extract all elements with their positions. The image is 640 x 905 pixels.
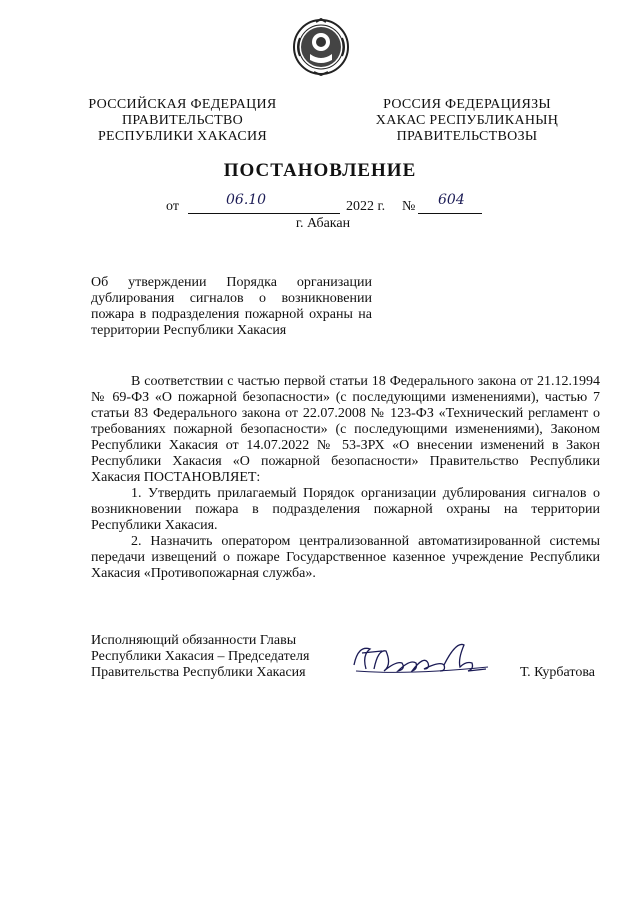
item-2-paragraph: 2. Назначить оператором централизованной автоматизированной системы передачи извещений о пожаре Государственное казенное учреждение Республики Хакасия «Противопожарная служба».	[91, 534, 600, 581]
date-handwritten: 06.10	[226, 192, 267, 208]
header-right-line-2: ХАКАС РЕСПУБЛИКАНЫҢ	[375, 113, 559, 128]
handwritten-signature	[348, 635, 498, 685]
preamble-paragraph: В соответствии с частью первой статьи 18 Федерального закона от 21.12.1994 № 69-ФЗ «О пожарной безопасности» (с последующими изменениями), частью 7 статьи 83 Федерального закона от 22.07.2008 № 123-ФЗ «Технический регламент о требованиях пожарной безопасности» (с последующими изменениями), Законом Республики Хакасия от 14.07.2022 № 53-ЗРХ «О внесении изменений в Закон Республики Хакасия «О пожарной безопасности» Правительство Республики Хакасия ПОСТАНОВЛЯЕТ:	[91, 374, 600, 485]
city-line: г. Абакан	[295, 216, 351, 231]
year-label: 2022 г.	[346, 199, 386, 214]
header-left-line-2: ПРАВИТЕЛЬСТВО	[121, 113, 243, 128]
header-left-line-3: РЕСПУБЛИКИ ХАКАСИЯ	[97, 129, 268, 144]
date-prefix: от	[166, 199, 179, 214]
document-subject: Об утверждении Порядка организации дублирования сигналов о возникновении пожара в подразделения пожарной охраны на территории Республики Хакасия	[91, 275, 372, 338]
document-body	[91, 374, 600, 582]
header-right-line-3: ПРАВИТЕЛЬСТВОЗЫ	[396, 129, 538, 144]
header-left-line-1: РОССИЙСКАЯ ФЕДЕРАЦИЯ	[88, 97, 277, 112]
signatory-position-line-1: Исполняющий обязанности Главы	[91, 633, 297, 648]
khakassia-coat-of-arms-icon	[292, 18, 350, 76]
signatory-position	[91, 633, 309, 681]
item-1-paragraph: 1. Утвердить прилагаемый Порядок организации дублирования сигналов о возникновении пожара в подразделения пожарной охраны на территории Республики Хакасия.	[91, 486, 600, 533]
signatory-name: Т. Курбатова	[520, 665, 595, 680]
header-right-line-1: РОССИЯ ФЕДЕРАЦИЯЗЫ	[383, 97, 551, 112]
number-handwritten: 604	[438, 192, 465, 208]
header-right-block	[372, 97, 562, 145]
document-type-title: ПОСТАНОВЛЕНИЕ	[223, 160, 417, 181]
number-prefix: №	[402, 199, 416, 214]
signatory-position-line-3: Правительства Республики Хакасия	[91, 665, 306, 680]
signatory-position-line-2: Республики Хакасия – Председателя	[91, 649, 310, 664]
header-left-block	[80, 97, 285, 145]
